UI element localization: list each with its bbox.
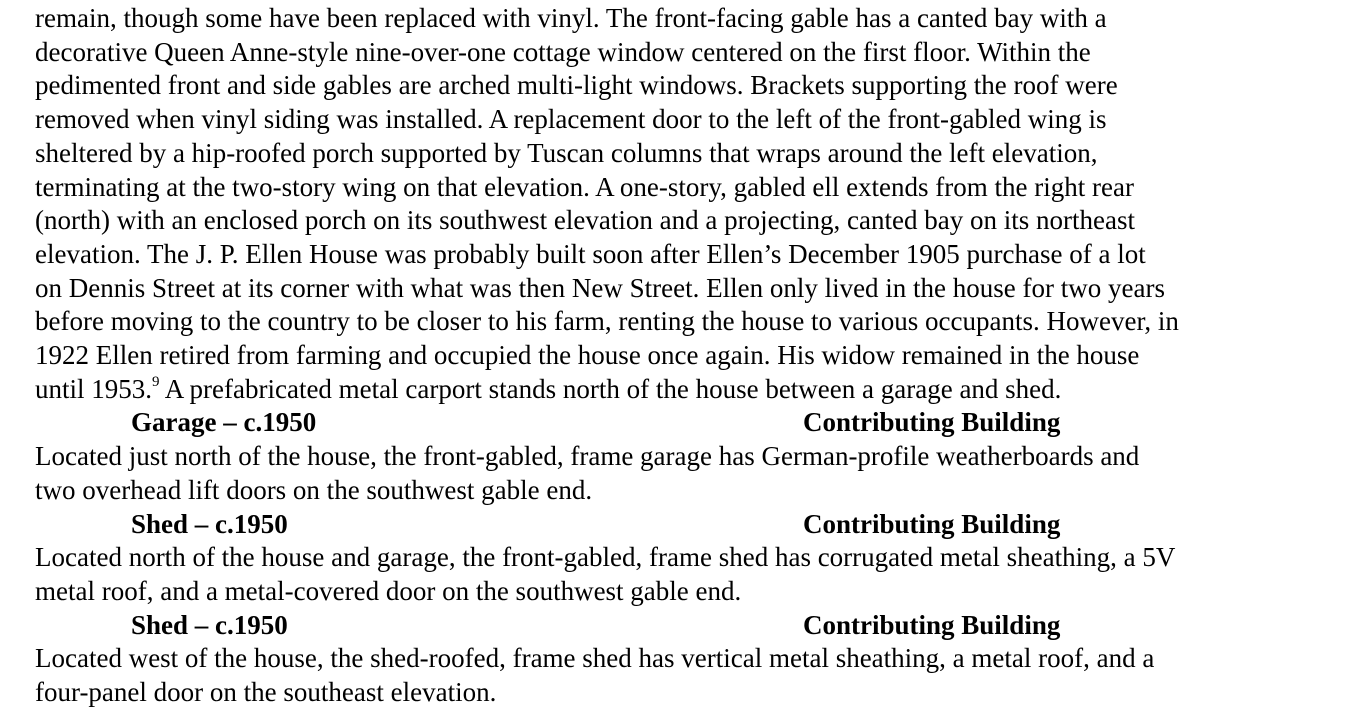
resource-description [35,642,1335,709]
text-line: sheltered by a hip-roofed porch supported by Tuscan columns that wraps around the left elevation, [35,137,1098,168]
text-line: Located north of the house and garage, the front-gabled, frame shed has corrugated metal sheathing, a 5V [35,542,1176,573]
resource-name: Shed – c.1950 [131,508,288,539]
text-line: two overhead lift doors on the southwest gable end. [35,474,593,505]
resource-heading [35,609,1335,643]
resource-heading [35,406,1335,440]
text-line: on Dennis Street at its corner with what was then New Street. Ellen only lived in the house for two years [35,272,1165,303]
text-line-with-footnote [35,373,1335,407]
resource-name: Shed – c.1950 [131,609,288,640]
text-line: 1922 Ellen retired from farming and occupied the house once again. His widow remained in the house [35,340,1140,371]
resource-description [35,440,1335,507]
text-line: pedimented front and side gables are arched multi-light windows. Brackets supporting the roof were [35,70,1118,101]
text-line: elevation. The J. P. Ellen House was probably built soon after Ellen’s December 1905 purchase of a lot [35,238,1146,269]
text-line: terminating at the two-story wing on that elevation. A one-story, gabled ell extends from the right rear [35,171,1134,202]
resource-status: Contributing Building [803,609,1061,640]
document-body [35,2,1335,710]
text-line: removed when vinyl siding was installed. A replacement door to the left of the front-gabled wing is [35,104,1107,135]
text-segment: A prefabricated metal carport stands north of the house between a garage and shed. [159,373,1062,404]
text-line: before moving to the country to be closer to his farm, renting the house to various occupants. However, in [35,306,1179,337]
text-line: remain, though some have been replaced with vinyl. The front-facing gable has a canted bay with a [35,3,1107,33]
text-line: four-panel door on the southeast elevation. [35,677,497,708]
resource-status: Contributing Building [803,508,1061,539]
text-line: Located just north of the house, the front-gabled, frame garage has German-profile weatherboards and [35,441,1140,472]
text-line: metal roof, and a metal-covered door on the southwest gable end. [35,575,742,606]
text-line: Located west of the house, the shed-roofed, frame shed has vertical metal sheathing, a metal roof, and a [35,643,1155,674]
text-line: (north) with an enclosed porch on its southwest elevation and a projecting, canted bay on its northeast [35,205,1135,236]
resource-description [35,541,1335,608]
footnote-reference: 9 [152,373,160,390]
intro-paragraph [35,2,1335,406]
resource-name: Garage – c.1950 [131,407,317,438]
resource-status: Contributing Building [803,407,1061,438]
text-line: decorative Queen Anne-style nine-over-one cottage window centered on the first floor. Within the [35,36,1091,67]
text-segment: until 1953. [35,373,153,404]
resource-heading [35,508,1335,542]
